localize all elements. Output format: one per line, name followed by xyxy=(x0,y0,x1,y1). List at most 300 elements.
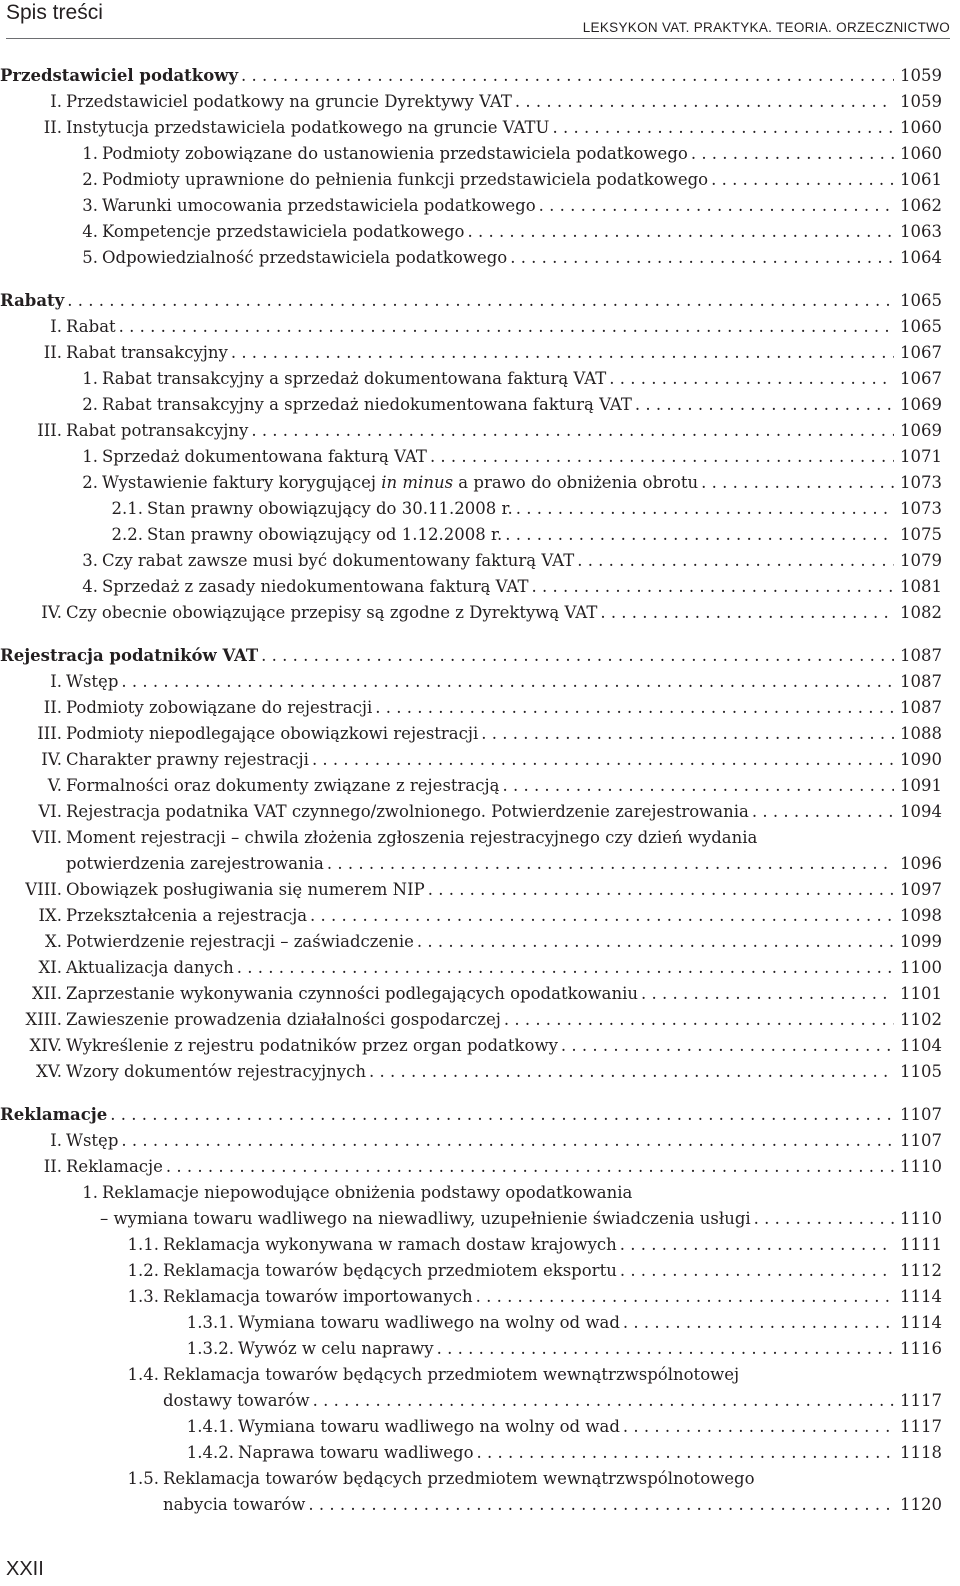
toc-entry-title-text: Reklamacje xyxy=(66,1157,163,1176)
toc-entry-page: 1069 xyxy=(900,395,942,414)
dot-leader xyxy=(248,418,894,444)
dot-leader xyxy=(499,773,894,799)
toc-entry-page: 1087 xyxy=(900,698,942,717)
toc-entry-title xyxy=(66,314,116,340)
toc-entry-title xyxy=(102,245,507,271)
dot-leader xyxy=(309,747,894,773)
toc-entry xyxy=(0,288,960,314)
dot-leader xyxy=(549,115,894,141)
toc-entry-title-text: Zaprzestanie wykonywania czynności podlegających opodatkowaniu xyxy=(66,984,639,1003)
dot-leader xyxy=(238,63,894,89)
toc-entry xyxy=(0,366,960,392)
toc-entry-title-text: Zawieszenie prowadzenia działalności gospodarczej xyxy=(66,1010,501,1029)
toc-entry-line xyxy=(0,643,894,669)
toc-entry-line xyxy=(66,1128,894,1154)
toc-entry-title-text: Podmioty zobowiązane do rejestracji xyxy=(66,698,373,717)
section-title xyxy=(0,63,238,89)
toc-entry xyxy=(0,548,960,574)
dot-leader xyxy=(502,522,894,548)
dot-leader xyxy=(617,1258,894,1284)
toc-entry-page: 1100 xyxy=(900,958,942,977)
toc-entry-line xyxy=(238,1310,894,1336)
toc-entry-title-text: Reklamacja towarów importowanych xyxy=(163,1287,473,1306)
toc-entry-number: 2. xyxy=(82,473,98,492)
toc-entry xyxy=(0,89,960,115)
toc-entry-title-text: Reklamacje niepowodujące obniżenia podstawy opodatkowania xyxy=(102,1183,633,1202)
toc-entry-page: 1105 xyxy=(900,1062,942,1081)
toc-entry xyxy=(0,1284,960,1310)
toc-entry-page: 1117 xyxy=(900,1391,942,1410)
dot-leader xyxy=(118,1128,894,1154)
toc-entry-title xyxy=(66,695,372,721)
dot-leader xyxy=(501,1007,894,1033)
dot-leader xyxy=(434,1336,894,1362)
toc-entry-line xyxy=(102,193,894,219)
toc-entry-line xyxy=(102,470,894,496)
toc-entry-title xyxy=(163,1258,617,1284)
toc-entry-number: 4. xyxy=(82,222,98,241)
toc-entry-number: V. xyxy=(47,776,62,795)
dot-leader xyxy=(507,245,894,271)
toc-entry xyxy=(0,1414,960,1440)
toc-entry-page: 1111 xyxy=(900,1235,942,1254)
toc-entry-title-text: Podmioty niepodlegające obowiązkowi rejestracji xyxy=(66,724,479,743)
toc-entry-line xyxy=(66,799,894,825)
toc-entry-title xyxy=(66,1059,366,1085)
toc-entry-number: 1.4.2. xyxy=(186,1443,234,1462)
toc-entry-title xyxy=(66,115,549,141)
toc-entry-line xyxy=(66,955,894,981)
page-title: Spis treści xyxy=(6,1,103,24)
toc-entry-page: 1118 xyxy=(900,1443,942,1462)
toc-entry xyxy=(0,1310,960,1336)
toc-entry-page: 1082 xyxy=(900,603,942,622)
dot-leader xyxy=(751,1206,894,1232)
toc-entry-title xyxy=(163,1492,305,1518)
toc-entry-title xyxy=(102,444,427,470)
toc-entry xyxy=(0,115,960,141)
toc-entry-page: 1117 xyxy=(900,1417,942,1436)
toc-entry-title-text: Kompetencje przedstawiciela podatkowego xyxy=(102,222,465,241)
dot-leader xyxy=(307,903,894,929)
toc-entry-page: 1062 xyxy=(900,196,942,215)
toc-entry-page: 1101 xyxy=(900,984,942,1003)
toc-entry-line xyxy=(102,392,894,418)
dot-leader xyxy=(749,799,894,825)
toc-entry xyxy=(0,955,960,981)
toc-entry-line xyxy=(102,219,894,245)
toc-entry-number: 5. xyxy=(82,248,98,267)
toc-entry-title-text: Charakter prawny rejestracji xyxy=(66,750,309,769)
toc-entry-title xyxy=(66,1128,118,1154)
toc-entry-line xyxy=(147,496,894,522)
toc-entry-title xyxy=(102,548,574,574)
toc-entry-page: 1069 xyxy=(900,421,942,440)
toc-entry-title xyxy=(102,470,698,496)
toc-entry-title-text: potwierdzenia zarejestrowania xyxy=(66,854,324,873)
toc-entry xyxy=(0,851,960,877)
toc-entry-page: 1107 xyxy=(900,1131,942,1150)
toc-entry-line xyxy=(66,695,894,721)
toc-entry-page: 1079 xyxy=(900,551,942,570)
toc-entry-title-text: Moment rejestracji – chwila złożenia zgłoszenia rejestracyjnego czy dzień wydania xyxy=(66,828,758,847)
toc-entry-title-text: Rabat potransakcyjny xyxy=(66,421,249,440)
dot-leader xyxy=(234,955,894,981)
dot-leader xyxy=(478,721,894,747)
toc-entry-title xyxy=(66,418,248,444)
toc-entry xyxy=(0,747,960,773)
toc-entry-title-text: Reklamacje xyxy=(0,1105,108,1124)
dot-leader xyxy=(529,574,895,600)
toc-entry-line xyxy=(66,1154,894,1180)
dot-leader xyxy=(305,1492,894,1518)
toc-entry xyxy=(0,496,960,522)
toc-entry-title xyxy=(238,1336,434,1362)
toc-entry-title-text: Reklamacja towarów będących przedmiotem eksportu xyxy=(163,1261,617,1280)
toc-entry-title-italic: in minus xyxy=(381,473,454,492)
dot-leader xyxy=(574,548,894,574)
toc-entry-number: VII. xyxy=(31,828,62,847)
toc-entry-title-text: nabycia towarów xyxy=(163,1495,306,1514)
toc-entry-page: 1107 xyxy=(900,1105,942,1124)
toc-entry-page: 1114 xyxy=(900,1287,942,1306)
toc-entry-title xyxy=(102,193,536,219)
toc-entry-title xyxy=(102,1180,632,1206)
toc-entry-page: 1110 xyxy=(900,1209,942,1228)
toc-entry-page: 1067 xyxy=(900,369,942,388)
toc-entry-title-text: Podmioty uprawnione do pełnienia funkcji przedstawiciela podatkowego xyxy=(102,170,709,189)
toc-entry-number: 1. xyxy=(82,447,98,466)
toc-entry-page: 1059 xyxy=(900,66,942,85)
toc-entry-line xyxy=(163,1362,940,1388)
dot-leader xyxy=(632,392,894,418)
toc-entry-line xyxy=(66,340,894,366)
toc-entry-number: IX. xyxy=(38,906,62,925)
toc-entry-line xyxy=(102,574,894,600)
toc-entry-title-text: Wstęp xyxy=(66,672,119,691)
toc-entry-title-text: Wystawienie faktury korygującej xyxy=(102,473,376,492)
toc-entry-title-text: Stan prawny obowiązujący do 30.11.2008 r. xyxy=(147,499,513,518)
toc-entry xyxy=(0,877,960,903)
toc-entry xyxy=(0,1180,960,1206)
toc-entry-number: XIV. xyxy=(29,1036,62,1055)
toc-entry-line xyxy=(66,89,894,115)
toc-entry-line xyxy=(66,747,894,773)
toc-entry-line xyxy=(163,1232,894,1258)
toc-entry xyxy=(0,1492,960,1518)
section-title xyxy=(0,643,258,669)
toc-entry-number: 1.3. xyxy=(127,1287,159,1306)
toc-entry-title-rest: a prawo do obniżenia obrotu xyxy=(458,473,699,492)
toc-entry-number: 1.3.2. xyxy=(186,1339,234,1358)
dot-leader xyxy=(107,1102,894,1128)
toc-entry-number: XIII. xyxy=(25,1010,62,1029)
toc-entry-line xyxy=(66,115,894,141)
series-title: LEKSYKON VAT. PRAKTYKA. TEORIA. ORZECZNICTWO xyxy=(582,20,950,35)
toc-entry-line xyxy=(102,366,894,392)
toc-entry-line xyxy=(66,1033,894,1059)
toc-entry-title xyxy=(163,1284,473,1310)
toc-entry-line xyxy=(102,444,894,470)
toc-entry-page: 1088 xyxy=(900,724,942,743)
dot-leader xyxy=(617,1232,894,1258)
toc-entry-title-text: Czy obecnie obowiązujące przepisy są zgodne z Dyrektywą VAT xyxy=(66,603,598,622)
dot-leader xyxy=(414,929,894,955)
toc-entry-title-text: Czy rabat zawsze musi być dokumentowany fakturą VAT xyxy=(102,551,575,570)
toc-entry-page: 1091 xyxy=(900,776,942,795)
toc-entry-title xyxy=(102,392,632,418)
dot-leader xyxy=(464,219,894,245)
dot-leader xyxy=(698,470,894,496)
toc-entry-title-text: Wymiana towaru wadliwego na wolny od wad xyxy=(238,1417,620,1436)
toc-entry-title xyxy=(66,877,425,903)
toc-entry-line xyxy=(66,851,894,877)
toc-entry-title-text: Odpowiedzialność przedstawiciela podatkowego xyxy=(102,248,508,267)
toc-entry-title-text: Wstęp xyxy=(66,1131,119,1150)
toc-entry-title xyxy=(66,669,118,695)
dot-leader xyxy=(116,314,894,340)
toc-entry-line xyxy=(0,288,894,314)
toc-entry-title xyxy=(66,1007,501,1033)
toc-entry-page: 1097 xyxy=(900,880,942,899)
toc-entry-title xyxy=(66,851,324,877)
toc-entry-line xyxy=(66,1059,894,1085)
toc-entry xyxy=(0,444,960,470)
toc-entry-title xyxy=(163,1388,310,1414)
toc-entry-title xyxy=(102,141,688,167)
toc-entry-title-text: Podmioty zobowiązane do ustanowienia przedstawiciela podatkowego xyxy=(102,144,688,163)
toc-entry-page: 1059 xyxy=(900,92,942,111)
section-title xyxy=(0,1102,107,1128)
toc-entry-title xyxy=(66,600,597,626)
toc-entry-number: I. xyxy=(50,92,62,111)
toc-entry-line xyxy=(163,1388,894,1414)
toc-entry-title-text: Przedstawiciel podatkowy na gruncie Dyrektywy VAT xyxy=(66,92,512,111)
toc-entry-number: IV. xyxy=(41,603,62,622)
toc-entry-line xyxy=(66,418,894,444)
toc-entry-number: VIII. xyxy=(25,880,62,899)
toc-entry-number: 1. xyxy=(82,1183,98,1202)
dot-leader xyxy=(513,496,894,522)
toc-entry-title-text: Rejestracja podatników VAT xyxy=(0,646,259,665)
toc-entry-line xyxy=(66,314,894,340)
toc-entry xyxy=(0,669,960,695)
toc-entry-line xyxy=(66,773,894,799)
toc-entry-page: 1096 xyxy=(900,854,942,873)
toc-entry xyxy=(0,929,960,955)
toc-entry-page: 1094 xyxy=(900,802,942,821)
toc-entry xyxy=(0,522,960,548)
toc-entry-page: 1075 xyxy=(900,525,942,544)
toc-entry-title xyxy=(66,981,638,1007)
toc-entry-title-text: Rabat transakcyjny xyxy=(66,343,228,362)
dot-leader xyxy=(366,1059,894,1085)
toc-entry-title xyxy=(102,366,606,392)
toc-entry-page: 1110 xyxy=(900,1157,942,1176)
toc-entry-number: 1.4.1. xyxy=(186,1417,234,1436)
section-title xyxy=(0,288,64,314)
toc-entry-number: II. xyxy=(43,1157,62,1176)
toc-entry-number: II. xyxy=(43,343,62,362)
toc-entry-number: X. xyxy=(45,932,62,951)
toc-entry-title xyxy=(66,903,307,929)
dot-leader xyxy=(536,193,894,219)
dot-leader xyxy=(620,1414,894,1440)
toc-entry-title xyxy=(100,1206,751,1232)
toc-entry-title xyxy=(147,496,513,522)
toc-entry xyxy=(0,903,960,929)
dot-leader xyxy=(708,167,894,193)
toc-entry-title-text: Obowiązek posługiwania się numerem NIP xyxy=(66,880,425,899)
dot-leader xyxy=(638,981,894,1007)
toc-entry xyxy=(0,1128,960,1154)
toc-entry-number: 3. xyxy=(82,196,98,215)
toc-entry xyxy=(0,418,960,444)
toc-entry-line xyxy=(100,1206,894,1232)
toc-entry-number: IV. xyxy=(41,750,62,769)
toc-entry-title xyxy=(66,1154,163,1180)
toc-entry-line xyxy=(66,600,894,626)
toc-entry-title-text: Sprzedaż dokumentowana fakturą VAT xyxy=(102,447,427,466)
toc-entry-title-text: Reklamacja towarów będących przedmiotem wewnątrzwspólnotowej xyxy=(163,1365,740,1384)
toc-entry xyxy=(0,1336,960,1362)
dot-leader xyxy=(64,288,894,314)
toc-entry-number: III. xyxy=(37,724,62,743)
toc-entry-title-text: Wywóz w celu naprawy xyxy=(238,1339,434,1358)
toc-entry-number: 1.3.1. xyxy=(186,1313,234,1332)
toc-entry xyxy=(0,193,960,219)
toc-entry xyxy=(0,799,960,825)
toc-entry xyxy=(0,981,960,1007)
toc-entry-number: 2.2. xyxy=(111,525,143,544)
toc-entry-line xyxy=(66,721,894,747)
dot-leader xyxy=(118,669,894,695)
toc-entry xyxy=(0,721,960,747)
toc-entry-title xyxy=(66,1033,558,1059)
toc-entry-page: 1099 xyxy=(900,932,942,951)
toc-entry-line xyxy=(66,877,894,903)
toc-entry-page: 1063 xyxy=(900,222,942,241)
toc-entry-number: III. xyxy=(37,421,62,440)
toc-entry xyxy=(0,1007,960,1033)
toc-entry-line xyxy=(163,1466,940,1492)
toc-entry-title-text: Potwierdzenie rejestracji – zaświadczenie xyxy=(66,932,414,951)
toc-entry-number: 3. xyxy=(82,551,98,570)
toc-entry xyxy=(0,600,960,626)
toc-entry-title xyxy=(163,1232,617,1258)
toc-entry-title-text: Wymiana towaru wadliwego na wolny od wad xyxy=(238,1313,620,1332)
toc-entry-title xyxy=(66,799,749,825)
toc-entry-title xyxy=(66,721,478,747)
toc-entry-title-text: Warunki umocowania przedstawiciela podatkowego xyxy=(102,196,536,215)
toc-entry-title xyxy=(102,167,708,193)
toc-entry-title-text: Formalności oraz dokumenty związane z rejestracją xyxy=(66,776,500,795)
toc-entry-title xyxy=(147,522,502,548)
dot-leader xyxy=(606,366,894,392)
toc-entry-line xyxy=(66,669,894,695)
toc-entry-page: 1090 xyxy=(900,750,942,769)
toc-entry-line xyxy=(163,1258,894,1284)
dot-leader xyxy=(425,877,894,903)
toc-entry-title-text: Sprzedaż z zasady niedokumentowana fakturą VAT xyxy=(102,577,529,596)
toc-entry-line xyxy=(66,1007,894,1033)
dot-leader xyxy=(473,1284,894,1310)
toc-entry-page: 1071 xyxy=(900,447,942,466)
toc-entry xyxy=(0,643,960,669)
toc-entry-line xyxy=(0,1102,894,1128)
toc-entry-title xyxy=(238,1414,620,1440)
toc-entry xyxy=(0,392,960,418)
toc-entry-line xyxy=(102,1180,940,1206)
dot-leader xyxy=(228,340,894,366)
toc-entry-title xyxy=(66,825,757,851)
toc-entry xyxy=(0,63,960,89)
dot-leader xyxy=(324,851,894,877)
dot-leader xyxy=(597,600,894,626)
toc-entry-page: 1114 xyxy=(900,1313,942,1332)
toc-entry xyxy=(0,1440,960,1466)
dot-leader xyxy=(163,1154,894,1180)
toc-entry-title-text: Przedstawiciel podatkowy xyxy=(0,66,239,85)
toc-entry-line xyxy=(102,167,894,193)
toc-entry-number: 1.1. xyxy=(127,1235,159,1254)
toc-entry-page: 1116 xyxy=(900,1339,942,1358)
toc-entry xyxy=(0,167,960,193)
toc-entry-line xyxy=(102,141,894,167)
toc-entry xyxy=(0,773,960,799)
dot-leader xyxy=(372,695,894,721)
toc-entry-title xyxy=(66,955,234,981)
toc-entry xyxy=(0,1388,960,1414)
toc-entry xyxy=(0,141,960,167)
toc-entry-line xyxy=(102,548,894,574)
toc-entry-page: 1060 xyxy=(900,118,942,137)
toc-entry-number: 1. xyxy=(82,369,98,388)
toc-entry-title-text: Przekształcenia a rejestracja xyxy=(66,906,308,925)
toc-entry-title xyxy=(163,1466,755,1492)
dot-leader xyxy=(474,1440,894,1466)
dot-leader xyxy=(688,141,894,167)
toc-entry-page: 1098 xyxy=(900,906,942,925)
toc-entry-page: 1061 xyxy=(900,170,942,189)
toc-entry-number: XV. xyxy=(35,1062,62,1081)
toc-entry-page: 1104 xyxy=(900,1036,942,1055)
toc-entry-title-text: Rabat transakcyjny a sprzedaż dokumentowana fakturą VAT xyxy=(102,369,607,388)
toc-entry-page: 1102 xyxy=(900,1010,942,1029)
toc-entry xyxy=(0,470,960,496)
dot-leader xyxy=(512,89,894,115)
dot-leader xyxy=(258,643,894,669)
toc-entry xyxy=(0,1232,960,1258)
toc-entry-page: 1064 xyxy=(900,248,942,267)
toc-entry-title-text: Rejestracja podatnika VAT czynnego/zwolnionego. Potwierdzenie zarejestrowania xyxy=(66,802,749,821)
toc-entry-page: 1065 xyxy=(900,291,942,310)
toc-entry xyxy=(0,1033,960,1059)
toc-entry-number: VI. xyxy=(38,802,62,821)
toc-entry-title-text: dostawy towarów xyxy=(163,1391,310,1410)
toc-entry xyxy=(0,1059,960,1085)
toc-entry-title xyxy=(102,574,529,600)
toc-entry-title-text: Aktualizacja danych xyxy=(66,958,234,977)
toc-entry-page: 1067 xyxy=(900,343,942,362)
toc-entry-page: 1073 xyxy=(900,499,942,518)
toc-entry-title-text: Stan prawny obowiązujący od 1.12.2008 r. xyxy=(147,525,503,544)
toc-entry-page: 1087 xyxy=(900,672,942,691)
toc-entry-line xyxy=(0,63,894,89)
dot-leader xyxy=(427,444,894,470)
toc-entry-line xyxy=(238,1440,894,1466)
toc-entry-number: 2. xyxy=(82,170,98,189)
